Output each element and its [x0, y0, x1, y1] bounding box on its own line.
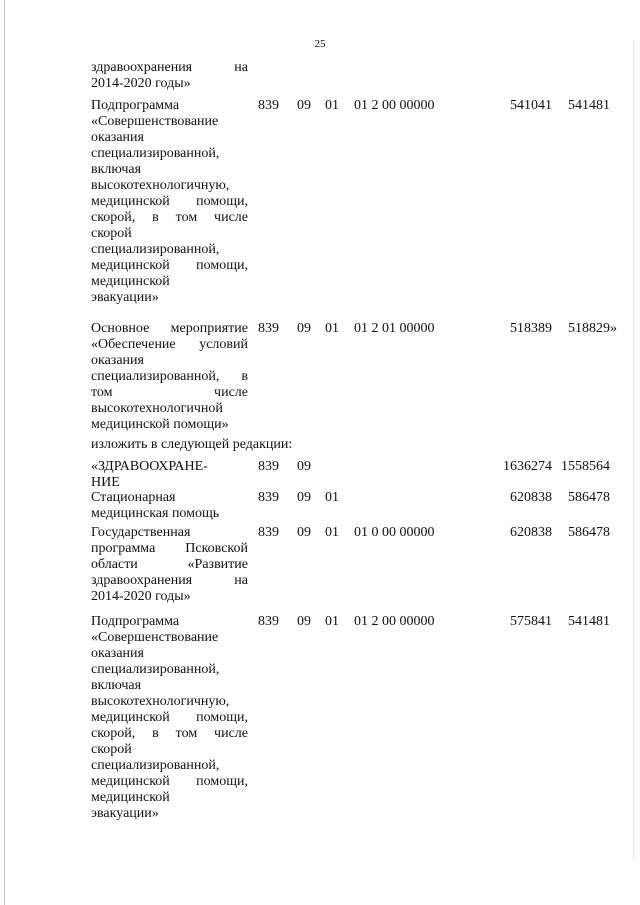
description-line: «Обеспечение условий — [91, 337, 248, 352]
section-code: 09 — [297, 614, 311, 629]
description-line: включая — [91, 678, 142, 693]
description-line: медицинской помощи, — [91, 774, 248, 789]
amount-2020: 518829» — [568, 321, 617, 336]
description-line: специализированной, — [91, 758, 220, 773]
description-line: здравоохранения на — [91, 60, 248, 75]
section-code: 09 — [297, 490, 311, 505]
row-description — [91, 60, 248, 92]
section-code: 09 — [297, 525, 311, 540]
description-line: Основное мероприятие — [91, 321, 248, 336]
description-line: высокотехнологичную, — [91, 178, 230, 193]
description-line: скорой, в том числе — [91, 726, 248, 741]
description-line: Подпрограмма — [91, 614, 180, 629]
row-description — [91, 321, 248, 433]
page-number: 25 — [314, 38, 326, 50]
instruction-text: изложить в следующей редакции: — [91, 437, 293, 452]
description-line: «Совершенствование — [91, 114, 219, 129]
description-line: области «Развитие — [91, 557, 248, 572]
target-code: 01 2 00 00000 — [354, 98, 435, 113]
ministry-code: 839 — [258, 525, 279, 540]
description-line: «ЗДРАВООХРАНЕ- — [91, 459, 208, 474]
description-line: медицинская помощь — [91, 506, 220, 521]
description-line: медицинской — [91, 790, 170, 805]
subsection-code: 01 — [325, 321, 339, 336]
ministry-code: 839 — [258, 459, 279, 474]
row-description — [91, 525, 248, 605]
description-line: специализированной, — [91, 242, 220, 257]
amount-2019: 620838 — [510, 490, 552, 505]
amount-2020: 541481 — [568, 614, 610, 629]
description-line: скорой, в том числе — [91, 210, 248, 225]
subsection-code: 01 — [325, 98, 339, 113]
description-line: скорой — [91, 226, 132, 241]
ministry-code: 839 — [258, 614, 279, 629]
target-code: 01 2 00 00000 — [354, 614, 435, 629]
amount-2020: 586478 — [568, 490, 610, 505]
amount-2019: 541041 — [510, 98, 552, 113]
description-line: высокотехнологичную, — [91, 694, 230, 709]
description-line: эвакуации» — [91, 806, 159, 821]
description-line: медицинской помощи, — [91, 194, 248, 209]
description-line: специализированной, — [91, 662, 220, 677]
description-line: специализированной, — [91, 146, 220, 161]
ministry-code: 839 — [258, 490, 279, 505]
scan-edge-line — [4, 0, 5, 905]
description-line: оказания — [91, 130, 144, 145]
description-line: программа Псковской — [91, 541, 248, 556]
description-line: эвакуации» — [91, 290, 159, 305]
ministry-code: 839 — [258, 98, 279, 113]
description-line: оказания — [91, 646, 144, 661]
description-line: 2014-2020 годы» — [91, 76, 191, 91]
description-line: включая — [91, 162, 142, 177]
description-line: здравоохранения на — [91, 573, 248, 588]
amount-2020: 541481 — [568, 98, 610, 113]
description-line: том числе — [91, 385, 248, 400]
description-line: Подпрограмма — [91, 98, 180, 113]
row-description — [91, 98, 248, 306]
description-line: медицинской помощи, — [91, 258, 248, 273]
description-line: специализированной, в — [91, 369, 248, 384]
description-line: медицинской помощи» — [91, 417, 229, 432]
row-description — [91, 614, 248, 822]
description-line: медицинской — [91, 274, 170, 289]
amount-2019: 575841 — [510, 614, 552, 629]
description-line: НИЕ — [91, 475, 120, 490]
scan-edge-line-right — [633, 40, 634, 860]
description-line: оказания — [91, 353, 144, 368]
amount-2020: 586478 — [568, 525, 610, 540]
description-line: высокотехнологичной — [91, 401, 223, 416]
section-code: 09 — [297, 321, 311, 336]
target-code: 01 2 01 00000 — [354, 321, 435, 336]
section-code: 09 — [297, 459, 311, 474]
subsection-code: 01 — [325, 614, 339, 629]
amount-2019: 518389 — [510, 321, 552, 336]
target-code: 01 0 00 00000 — [354, 525, 435, 540]
description-line: скорой — [91, 742, 132, 757]
description-line: Стационарная — [91, 490, 176, 505]
ministry-code: 839 — [258, 321, 279, 336]
description-line: 2014-2020 годы» — [91, 589, 191, 604]
row-description — [91, 490, 248, 522]
section-code: 09 — [297, 98, 311, 113]
amount-2019: 620838 — [510, 525, 552, 540]
description-line: Государственная — [91, 525, 191, 540]
row-description — [91, 459, 248, 491]
subsection-code: 01 — [325, 490, 339, 505]
subsection-code: 01 — [325, 525, 339, 540]
description-line: «Совершенствование — [91, 630, 219, 645]
description-line: медицинской помощи, — [91, 710, 248, 725]
amount-2020: 1558564 — [561, 459, 610, 474]
amount-2019: 1636274 — [503, 459, 552, 474]
